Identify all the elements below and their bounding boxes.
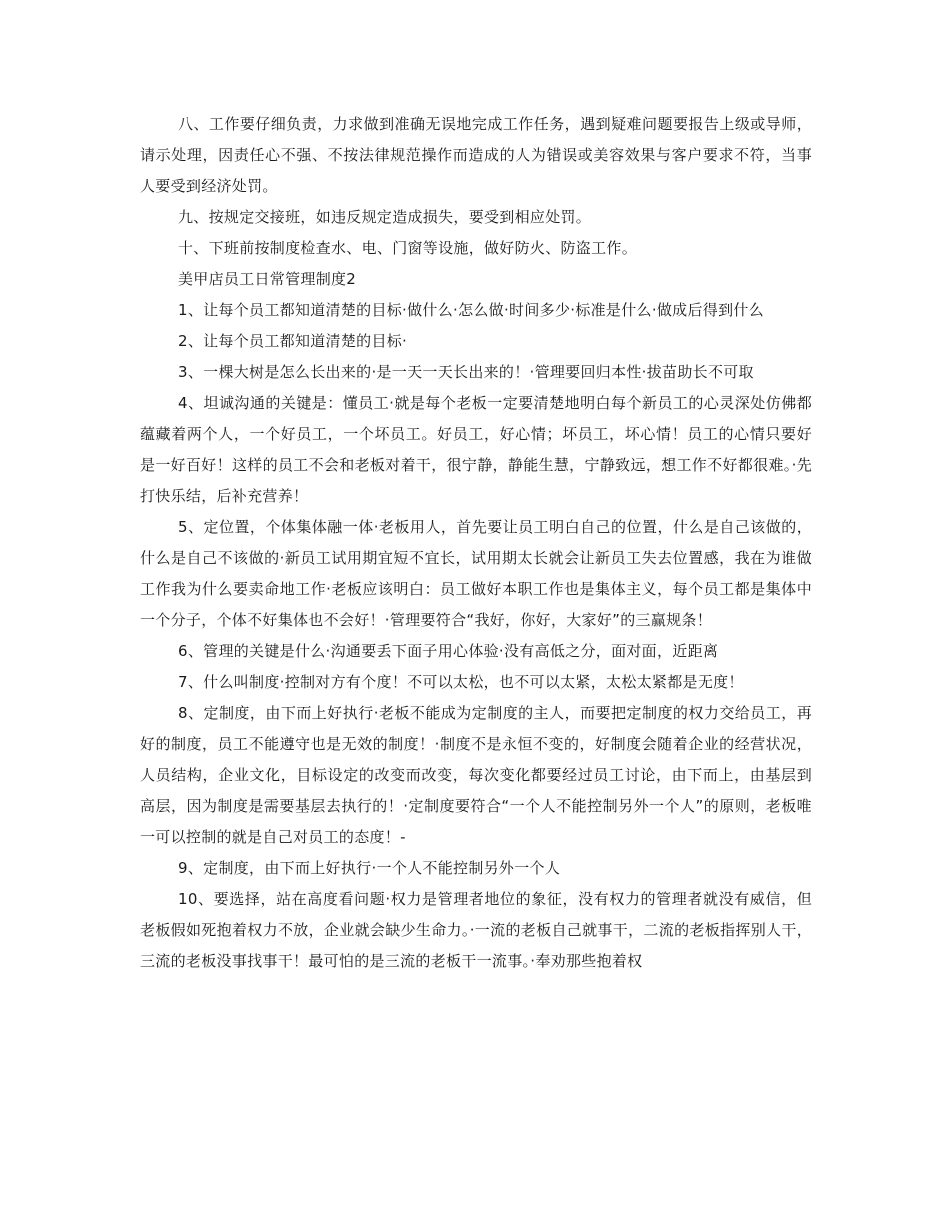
paragraph-item-4: 4、坦诚沟通的关键是：懂员工·就是每个老板一定要清楚地明白每个新员工的心灵深处仿佛都蕴藏着两个人，一个好员工，一个坏员工。好员工，好心情；坏员工，坏心情！员工的心情只要好是一好百好！这样的员工不会和老板对着干，很宁静，静能生慧，宁静致远，想工作不好都很难。·先打快乐结，后补充营养！ xyxy=(140,394,812,505)
paragraph-item-8: 8、定制度，由下而上好执行·老板不能成为定制度的主人，而要把定制度的权力交给员工，再好的制度，员工不能遵守也是无效的制度！·制度不是永恒不变的，好制度会随着企业的经营状况，人员结构，企业文化，目标设定的改变而改变，每次变化都要经过员工讨论，由下而上，由基层到高层，因为制度是需要基层去执行的！·定制度要符合“一个人不能控制另外一个人”的原则，老板唯一可以控制的就是自己对员工的态度！- xyxy=(140,704,812,846)
paragraph-item-9: 9、定制度，由下而上好执行·一个人不能控制另外一个人 xyxy=(178,859,561,877)
section-heading: 美甲店员工日常管理制度2 xyxy=(178,270,357,288)
paragraph-item-1: 1、让每个员工都知道清楚的目标·做什么·怎么做·时间多少·标准是什么·做成后得到什么 xyxy=(178,301,764,319)
paragraph-item-2: 2、让每个员工都知道清楚的目标· xyxy=(178,332,408,350)
paragraph-item-5: 5、定位置，个体集体融一体·老板用人，首先要让员工明白自己的位置，什么是自己该做的，什么是自己不该做的·新员工试用期宜短不宜长，试用期太长就会让新员工失去位置感，我在为谁做工作我为什么要卖命地工作·老板应该明白：员工做好本职工作也是集体主义，每个员工都是集体中一个分子，个体不好集体也不会好！·管理要符合“我好，你好，大家好”的三赢规条！ xyxy=(140,518,812,629)
paragraph-rule-8: 八、工作要仔细负责，力求做到准确无误地完成工作任务，遇到疑难问题要报告上级或导师，请示处理，因责任心不强、不按法律规范操作而造成的人为错误或美容效果与客户要求不符，当事人要受到经济处罚。 xyxy=(140,115,812,195)
paragraph-item-7: 7、什么叫制度·控制对方有个度！不可以太松，也不可以太紧，太松太紧都是无度！ xyxy=(178,673,744,691)
paragraph-item-10: 10、要选择，站在高度看问题·权力是管理者地位的象征，没有权力的管理者就没有威信，但老板假如死抱着权力不放，企业就会缺少生命力。·一流的老板自己就事干，二流的老板指挥别人干，三流的老板没事找事干！最可怕的是三流的老板干一流事。·奉劝那些抱着权 xyxy=(140,890,812,970)
paragraph-item-3: 3、一棵大树是怎么长出来的·是一天一天长出来的！·管理要回归本性·拔苗助长不可取 xyxy=(178,363,754,381)
paragraph-item-6: 6、管理的关键是什么·沟通要丢下面子用心体验·没有高低之分，面对面，近距离 xyxy=(178,642,719,660)
document-body xyxy=(140,109,812,977)
paragraph-rule-9: 九、按规定交接班，如违反规定造成损失，要受到相应处罚。 xyxy=(178,208,592,226)
paragraph-rule-10: 十、下班前按制度检查水、电、门窗等设施，做好防火、防盗工作。 xyxy=(178,239,638,257)
